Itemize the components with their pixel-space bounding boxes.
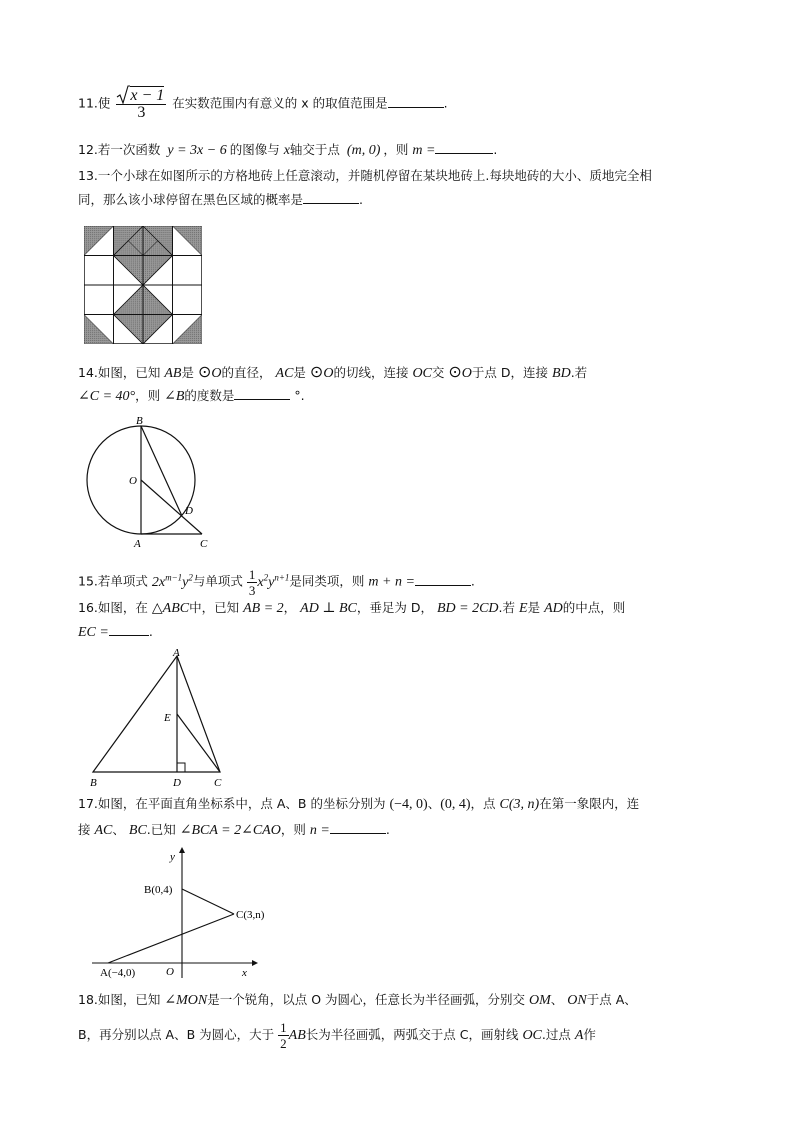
- q14-oc: OC: [412, 366, 432, 381]
- q14-ac: AC: [275, 366, 294, 381]
- q18-text: 于点 A、: [586, 992, 637, 1007]
- q16-e: E: [519, 601, 528, 616]
- q18-text: 作: [583, 1027, 596, 1042]
- coordinate-figure: [88, 842, 268, 982]
- q11-prefix: 11.使: [78, 95, 111, 111]
- q15-text: 与单项式: [192, 573, 243, 589]
- q12-function: y = 3x − 6: [167, 143, 227, 158]
- q16-text: ，: [283, 600, 297, 615]
- q14-text: 14.如图，已知: [78, 365, 161, 380]
- q17-text: 、: [427, 796, 441, 811]
- q18-ab: AB: [288, 1028, 306, 1043]
- q17-point-c: C(3, n): [499, 797, 540, 812]
- q17-end: .: [385, 822, 390, 837]
- q15-fraction: $\frac{1}{3}$: [248, 566, 256, 598]
- q12-text2: 轴交于点: [289, 142, 340, 157]
- q18-angle: ∠MON: [164, 993, 208, 1008]
- q18-text: 18.如图，已知: [78, 992, 161, 1007]
- question-11: [78, 88, 448, 120]
- q14-text: 的直径，: [221, 365, 272, 380]
- q18-text: .过点: [541, 1027, 571, 1042]
- q18-text: 是一个锐角，以点 O 为圆心，任意长为半径画弧，分别交: [207, 992, 526, 1007]
- q16-ec: EC =: [78, 625, 109, 640]
- label-d: D: [185, 505, 193, 517]
- q14-o: O: [323, 366, 334, 381]
- q15-text: 是同类项，则: [289, 573, 365, 589]
- q14-text: 的度数是: [184, 388, 235, 403]
- q18-text: 、: [550, 992, 564, 1007]
- q17-point-a: (−4, 0): [389, 797, 428, 812]
- q17-point-b: (0, 4): [440, 797, 471, 812]
- q15-end: .: [470, 573, 475, 589]
- label-c: C: [200, 538, 208, 550]
- tile-grid-figure: [84, 226, 202, 344]
- q14-text: 是: [181, 365, 194, 380]
- question-12: [78, 140, 497, 161]
- q11-end: .: [443, 95, 448, 111]
- q17-text: 、: [112, 822, 125, 837]
- label-a: A(−4,0): [100, 967, 136, 979]
- q17-text: 在第一象限内，连: [539, 796, 640, 811]
- q14-text: ，则: [135, 388, 161, 403]
- answer-blank[interactable]: [435, 141, 493, 154]
- q15-monomial-1: $2x^{m-1}y^2$: [151, 572, 193, 590]
- question-18-line-1: [78, 990, 637, 1011]
- q14-o: O: [461, 366, 472, 381]
- q17-text: 17.如图，在平面直角坐标系中，点 A、B 的坐标分别为: [78, 796, 386, 811]
- q17-bc: BC: [128, 823, 147, 838]
- q15-text: 15.若单项式: [78, 573, 148, 589]
- question-17-line-1: [78, 794, 639, 815]
- circle-symbol-icon: ⊙: [309, 362, 324, 381]
- q12-end: .: [493, 142, 498, 157]
- q12-prefix: 12.若一次函数: [78, 142, 161, 157]
- label-a: A: [173, 647, 180, 659]
- q14-text: 交: [431, 365, 445, 380]
- q14-o: O: [211, 366, 222, 381]
- q14-text: .若: [570, 365, 588, 380]
- triangle-figure: [84, 644, 234, 790]
- origin-label: O: [166, 966, 174, 978]
- label-b: B: [90, 777, 97, 789]
- q16-bd: BD = 2CD: [436, 601, 499, 616]
- question-13-line-2: [78, 190, 363, 210]
- q12-ask: m =: [412, 143, 436, 158]
- circle-symbol-icon: ⊙: [448, 362, 462, 381]
- circle-symbol-icon: ⊙: [197, 362, 212, 381]
- q14-angle-b: ∠B: [164, 389, 185, 404]
- q16-text: 中，已知: [189, 600, 240, 615]
- question-14-line-2: [78, 386, 305, 407]
- question-14-line-1: [78, 362, 587, 384]
- q11-fraction: [116, 88, 166, 120]
- q17-ask: n =: [309, 823, 330, 838]
- q11-radicand: x − 1: [130, 87, 165, 104]
- answer-blank[interactable]: [109, 623, 149, 636]
- q16-triangle: △ABC: [151, 601, 190, 616]
- y-axis-label: y: [170, 851, 175, 863]
- q14-text: 是: [293, 365, 306, 380]
- q18-fraction: $\frac{1}{2}$: [280, 1020, 287, 1051]
- q17-text: ，点: [470, 796, 496, 811]
- q14-ab: AB: [164, 366, 182, 381]
- label-o: O: [129, 475, 137, 487]
- q16-perp: AD ⊥ BC: [300, 601, 357, 616]
- q14-angle-c: ∠C = 40°: [78, 389, 136, 404]
- q11-suffix: 在实数范围内有意义的 x 的取值范围是: [172, 95, 388, 111]
- q17-ac: AC: [94, 823, 113, 838]
- label-c: C(3,n): [236, 909, 265, 921]
- label-a: A: [134, 538, 141, 550]
- q14-bd: BD: [552, 366, 571, 381]
- q11-denominator: 3: [137, 104, 146, 121]
- q18-om: OM: [529, 993, 551, 1008]
- q12-text: 的图像与: [229, 142, 280, 157]
- question-16-line-1: [78, 598, 625, 619]
- label-b: B(0,4): [144, 884, 173, 896]
- q16-text: 的中点，则: [562, 600, 626, 615]
- circle-figure: [78, 412, 228, 552]
- label-b: B: [136, 415, 143, 427]
- answer-blank[interactable]: [303, 191, 359, 204]
- q14-text: 于点 D，连接: [471, 365, 549, 380]
- q18-a: A: [574, 1028, 584, 1043]
- q16-ab: AB = 2: [243, 601, 284, 616]
- q18-text: 长为半径画弧，两弧交于点 C，画射线: [305, 1027, 519, 1042]
- q16-text: .若: [498, 600, 516, 615]
- question-18-line-2: [78, 1020, 596, 1051]
- label-c: C: [214, 777, 222, 789]
- question-15: [78, 564, 475, 598]
- q12-text3: ，则: [383, 142, 409, 157]
- q12-axis: x: [283, 143, 290, 158]
- answer-blank[interactable]: [234, 387, 290, 400]
- answer-blank[interactable]: [415, 573, 471, 586]
- q17-text: 接: [78, 822, 91, 837]
- label-d: D: [173, 777, 181, 789]
- q14-text: °.: [294, 388, 305, 403]
- q16-end: .: [148, 624, 153, 639]
- question-17-line-2: [78, 820, 390, 841]
- sqrt-sign-icon: [116, 85, 130, 105]
- q13-line2: 同，那么该小球停留在黑色区域的概率是: [78, 192, 304, 207]
- q16-ad: AD: [544, 601, 563, 616]
- q17-text: .已知: [146, 822, 176, 837]
- q13-line1: 13.一个小球在如图所示的方格地砖上任意滚动，并随机停留在某块地砖上.每块地砖的大小、质地完全相: [78, 168, 652, 183]
- question-16-line-2: [78, 622, 153, 643]
- q12-point: (m, 0): [346, 143, 381, 158]
- q17-text: ，则: [280, 822, 306, 837]
- q17-condition: ∠BCA = 2∠CAO: [179, 823, 281, 838]
- q14-text: 的切线，连接: [333, 365, 409, 380]
- q15-ask: m + n =: [368, 574, 415, 590]
- x-axis-label: x: [242, 967, 247, 979]
- answer-blank[interactable]: [388, 95, 444, 108]
- q18-text: B，再分别以点 A、B 为圆心，大于: [78, 1027, 275, 1042]
- label-e: E: [164, 712, 171, 724]
- q15-monomial-2: $x^2y^{n+1}$: [257, 572, 290, 590]
- q16-text: 是: [527, 600, 541, 615]
- q18-on: ON: [567, 993, 587, 1008]
- q13-end: .: [359, 192, 363, 207]
- question-13-line-1: [78, 166, 652, 186]
- q16-text: ，垂足为 D，: [356, 600, 433, 615]
- answer-blank[interactable]: [330, 821, 386, 834]
- q18-oc: OC: [522, 1028, 542, 1043]
- q16-text: 16.如图，在: [78, 600, 148, 615]
